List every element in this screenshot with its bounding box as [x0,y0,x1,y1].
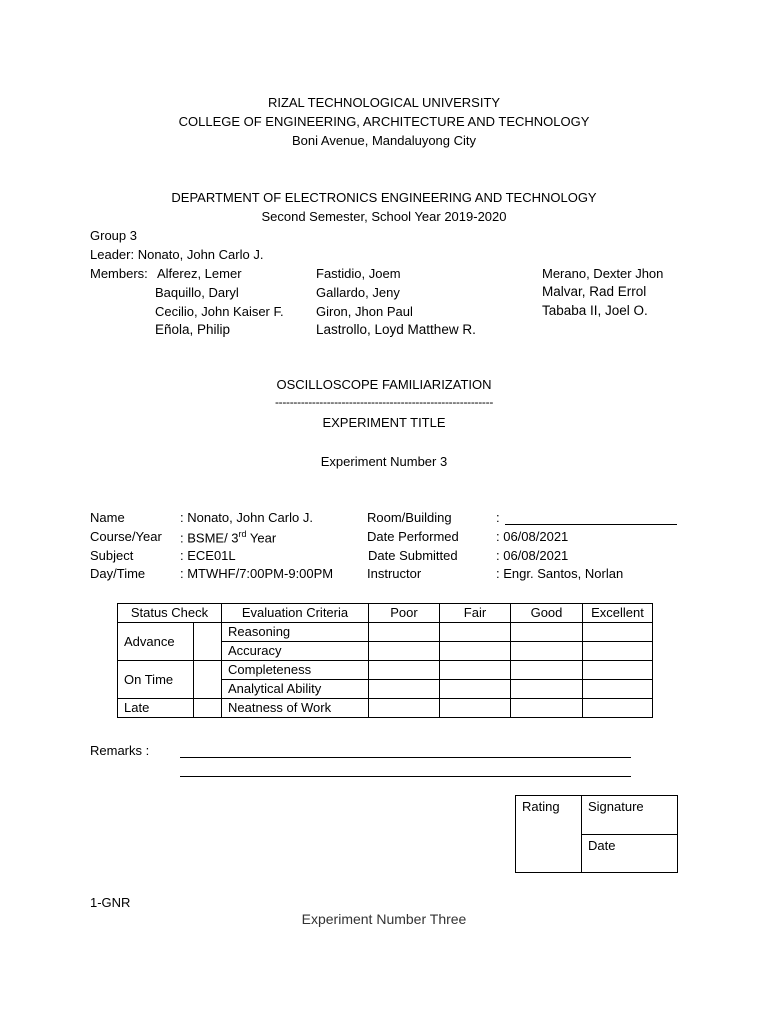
room-blank-line [505,524,677,525]
rating-cell[interactable] [511,699,583,718]
group-leader: Leader: Nonato, John Carlo J. [90,247,264,262]
address: Boni Avenue, Mandaluyong City [291,133,477,148]
daytime-label: Day/Time [90,566,146,581]
rating-cell[interactable] [511,642,583,661]
members-label: Members: [90,266,148,281]
member: Lastrollo, Loyd Matthew R. [316,322,476,337]
member: Giron, Jhon Paul [316,304,413,319]
remarks-line[interactable] [180,757,631,758]
experiment-number: Experiment Number 3 [320,454,448,469]
table-row [118,661,653,680]
signature-box [515,795,678,873]
header-status-check: Status Check [118,604,222,623]
semester: Second Semester, School Year 2019-2020 [261,209,507,224]
date-field[interactable]: Date [582,834,678,873]
name-value: : Nonato, John Carlo J. [180,510,313,525]
group-name: Group 3 [90,228,137,243]
subject-value: : ECE01L [180,548,236,563]
experiment-title-label: EXPERIMENT TITLE [322,415,446,430]
status-check-cell[interactable] [193,661,221,699]
instructor-value: : Engr. Santos, Norlan [496,566,624,581]
status-check-cell[interactable] [193,623,221,661]
member: Malvar, Rad Errol [542,284,647,299]
rating-cell[interactable] [369,680,440,699]
room-label: Room/Building [367,510,452,525]
rating-cell[interactable] [583,661,653,680]
rating-cell[interactable] [440,661,511,680]
university-name: RIZAL TECHNOLOGICAL UNIVERSITY [267,95,501,110]
department-name: DEPARTMENT OF ELECTRONICS ENGINEERING AND TECHNOLOGY [171,190,597,205]
header-good: Good [511,604,583,623]
remarks-label: Remarks : [90,743,150,758]
signature-field[interactable]: Signature [582,796,678,835]
header-criteria: Evaluation Criteria [222,604,369,623]
table-header-row [118,604,653,623]
status-advance: Advance [118,623,194,661]
status-check-cell[interactable] [193,699,221,718]
rating-cell[interactable] [369,642,440,661]
header-poor: Poor [369,604,440,623]
course-value: : BSME/ 3rd Year [180,529,277,546]
rating-cell[interactable] [583,699,653,718]
member: Gallardo, Jeny [316,285,400,300]
evaluation-table [117,603,653,718]
member: Tababa II, Joel O. [542,303,648,318]
rating-cell[interactable] [440,680,511,699]
header-excellent: Excellent [583,604,653,623]
subject-label: Subject [90,548,134,563]
rating-cell[interactable] [440,642,511,661]
member: Alferez, Lemer [157,266,242,281]
member: Merano, Dexter Jhon [542,266,664,281]
table-row [118,623,653,642]
table-row [118,699,653,718]
college-name: COLLEGE OF ENGINEERING, ARCHITECTURE AND TECHNOLOGY [178,114,590,129]
member: Fastidio, Joem [316,266,401,281]
submitted-value: : 06/08/2021 [496,548,569,563]
experiment-name: OSCILLOSCOPE FAMILIARIZATION [276,377,492,392]
header-fair: Fair [440,604,511,623]
rating-cell[interactable] [583,680,653,699]
course-label: Course/Year [90,529,162,544]
member: Cecilio, John Kaiser F. [155,304,284,319]
rating-cell[interactable] [511,623,583,642]
rating-cell[interactable] [369,699,440,718]
performed-label: Date Performed [367,529,459,544]
submitted-label: Date Submitted [368,548,458,563]
rating-cell[interactable] [369,661,440,680]
daytime-value: : MTWHF/7:00PM-9:00PM [180,566,334,581]
member: Baquillo, Daryl [155,285,239,300]
rating-cell[interactable] [583,623,653,642]
rating-cell[interactable] [440,699,511,718]
rating-cell[interactable] [511,680,583,699]
title-divider: ----------------------------------------------------------- [274,395,494,409]
rating-cell[interactable] [440,623,511,642]
rating-cell[interactable] [511,661,583,680]
status-late: Late [118,699,194,718]
performed-value: : 06/08/2021 [496,529,569,544]
member: Eñola, Philip [155,322,231,337]
criteria-cell: Accuracy [222,642,369,661]
rating-box[interactable]: Rating [516,796,582,873]
criteria-cell: Completeness [222,661,369,680]
footer-code: 1-GNR [90,895,131,910]
criteria-cell: Analytical Ability [222,680,369,699]
status-on-time: On Time [118,661,194,699]
footer-caption: Experiment Number Three [301,911,467,927]
remarks-line[interactable] [180,776,631,777]
room-value: : [496,510,500,525]
rating-cell[interactable] [369,623,440,642]
criteria-cell: Reasoning [222,623,369,642]
instructor-label: Instructor [367,566,422,581]
rating-cell[interactable] [583,642,653,661]
name-label: Name [90,510,125,525]
criteria-cell: Neatness of Work [222,699,369,718]
